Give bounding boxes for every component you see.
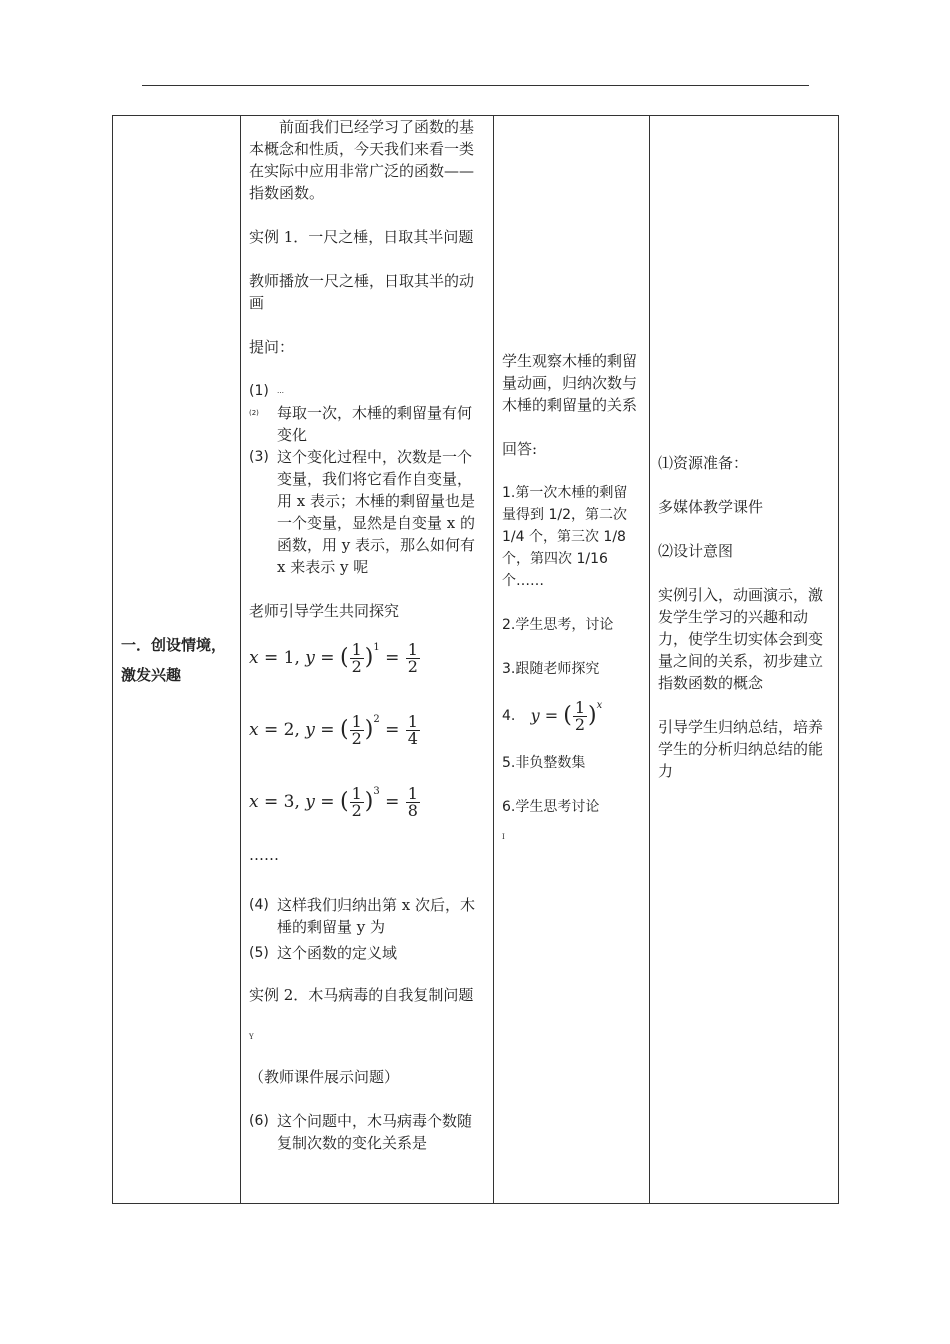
table-row <box>113 116 839 1204</box>
half-fraction: $\frac{1}{2}$ <box>574 697 586 734</box>
ellipsis: …… <box>249 846 279 864</box>
design-purpose-2: 引导学生归纳总结，培养学生的分析归纳总结的能力 <box>658 718 824 780</box>
teacher-activity-column <box>241 116 493 1203</box>
question-text: 这个问题中，木马病毒个数随复制次数的变化关系是 <box>277 1112 473 1152</box>
question-number: (4) <box>249 897 269 913</box>
eq1-exponent: 1 <box>373 642 380 653</box>
guide-note: 老师引导学生共同探究 <box>249 602 400 620</box>
header-rule <box>142 85 809 86</box>
eq2-result: $\frac{1}{4}$ <box>407 711 418 748</box>
teacher-animation-note: 教师播放一尺之棰，日取其半的动画 <box>249 272 475 312</box>
student-answer-5: 5.非负整数集 <box>502 755 586 771</box>
eq3-result: $\frac{1}{8}$ <box>407 783 418 820</box>
equation-1: x = 1 , y = ( $\frac{1}{2}$ ) $^1$ = $\frac{1}{2}$ <box>249 622 485 694</box>
question-number: (2) <box>249 409 259 417</box>
question-text: 这个函数的定义域 <box>277 944 398 962</box>
question-text: … <box>277 387 284 395</box>
student-answer-label: 回答: <box>502 440 538 458</box>
equation-3: x = 3 , y = ( $\frac{1}{2}$ ) $^3$ = $\frac{1}{8}$ <box>249 766 485 838</box>
stage-cell <box>113 116 241 1204</box>
question-prompt: 提问： <box>249 338 295 356</box>
question-text: 这个变化过程中，次数是一个变量，我们将它看作自变量，用 x 表示；木棰的剩留量也是一个变量，显然是自变量 x 的函数，用 y 表示，那么如何有 x 来表示 y 呢 <box>277 448 476 576</box>
lesson-plan-table <box>112 115 839 1204</box>
question-4 <box>249 894 485 938</box>
design-intent-heading: ⑵设计意图 <box>658 542 734 560</box>
answer-number: 4. <box>502 708 516 724</box>
eq2-x: 2 <box>283 720 295 740</box>
eq1-x: 1 <box>283 648 295 668</box>
question-3 <box>249 446 485 578</box>
multimedia-courseware: 多媒体教学课件 <box>658 498 764 516</box>
question-6 <box>249 1110 485 1154</box>
eq3-x: 3 <box>283 792 295 812</box>
eq2-exponent: 2 <box>373 714 380 725</box>
question-1 <box>249 380 485 402</box>
intro-paragraph: 前面我们已经学习了函数的基本概念和性质，今天我们来看一类在实际中应用非常广泛的函数——指数函数。 <box>249 118 475 202</box>
student-answer-3: 3.跟随老师探究 <box>502 661 600 677</box>
teacher-activity-cell <box>241 116 494 1204</box>
stray-mark: I <box>502 833 505 841</box>
design-intent-cell <box>650 116 839 1204</box>
question-number: (3) <box>249 449 269 465</box>
question-number: (6) <box>249 1113 269 1129</box>
question-text: 这样我们归纳出第 x 次后，木棰的剩留量 y 为 <box>277 896 475 936</box>
half-fraction: $\frac{1}{2}$ <box>351 639 362 676</box>
question-2 <box>249 402 485 446</box>
student-activity-cell <box>494 116 650 1204</box>
question-5 <box>249 942 485 964</box>
student-answer-2: 2.学生思考，讨论 <box>502 617 614 633</box>
student-answer-4: 4. y = ( $\frac{1}{2}$ ) $^x$ <box>502 697 603 734</box>
student-answer-6: 6.学生思考讨论 <box>502 799 600 815</box>
student-activity-column <box>494 116 649 1203</box>
student-observe: 学生观察木棰的剩留量动画，归纳次数与木棰的剩留量的关系 <box>502 352 638 414</box>
resource-prep-heading: ⑴资源准备： <box>658 454 749 472</box>
equation-2: x = 2 , y = ( $\frac{1}{2}$ ) $^2$ = $\frac{1}{4}$ <box>249 694 485 766</box>
example1-heading: 实例 1．一尺之棰，日取其半问题 <box>249 228 474 246</box>
stray-mark: Y <box>249 1033 254 1041</box>
eq1-result: $\frac{1}{2}$ <box>407 639 418 676</box>
design-purpose-1: 实例引入，动画演示，激发学生学习的兴趣和动力，使学生切实体会到变量之间的关系，初步建立指数函数的概念 <box>658 586 824 692</box>
eq3-exponent: 3 <box>373 786 380 797</box>
question-number: (1) <box>249 383 269 399</box>
question-number: (5) <box>249 945 269 961</box>
half-fraction: $\frac{1}{2}$ <box>351 711 362 748</box>
student-answer-1: 1.第一次木棰的剩留量得到 1/2，第二次 1/4 个，第三次 1/8 个，第四次 1/16 个…… <box>502 485 628 589</box>
question-text: 每取一次，木棰的剩留量有何变化 <box>277 404 473 444</box>
teacher-show-note: （教师课件展示问题） <box>249 1068 400 1086</box>
design-intent-column <box>650 116 838 1203</box>
example2-heading: 实例 2．木马病毒的自我复制问题 <box>249 986 474 1004</box>
half-fraction: $\frac{1}{2}$ <box>351 783 362 820</box>
stage-label: 一．创设情境，激发兴趣 <box>121 635 227 684</box>
